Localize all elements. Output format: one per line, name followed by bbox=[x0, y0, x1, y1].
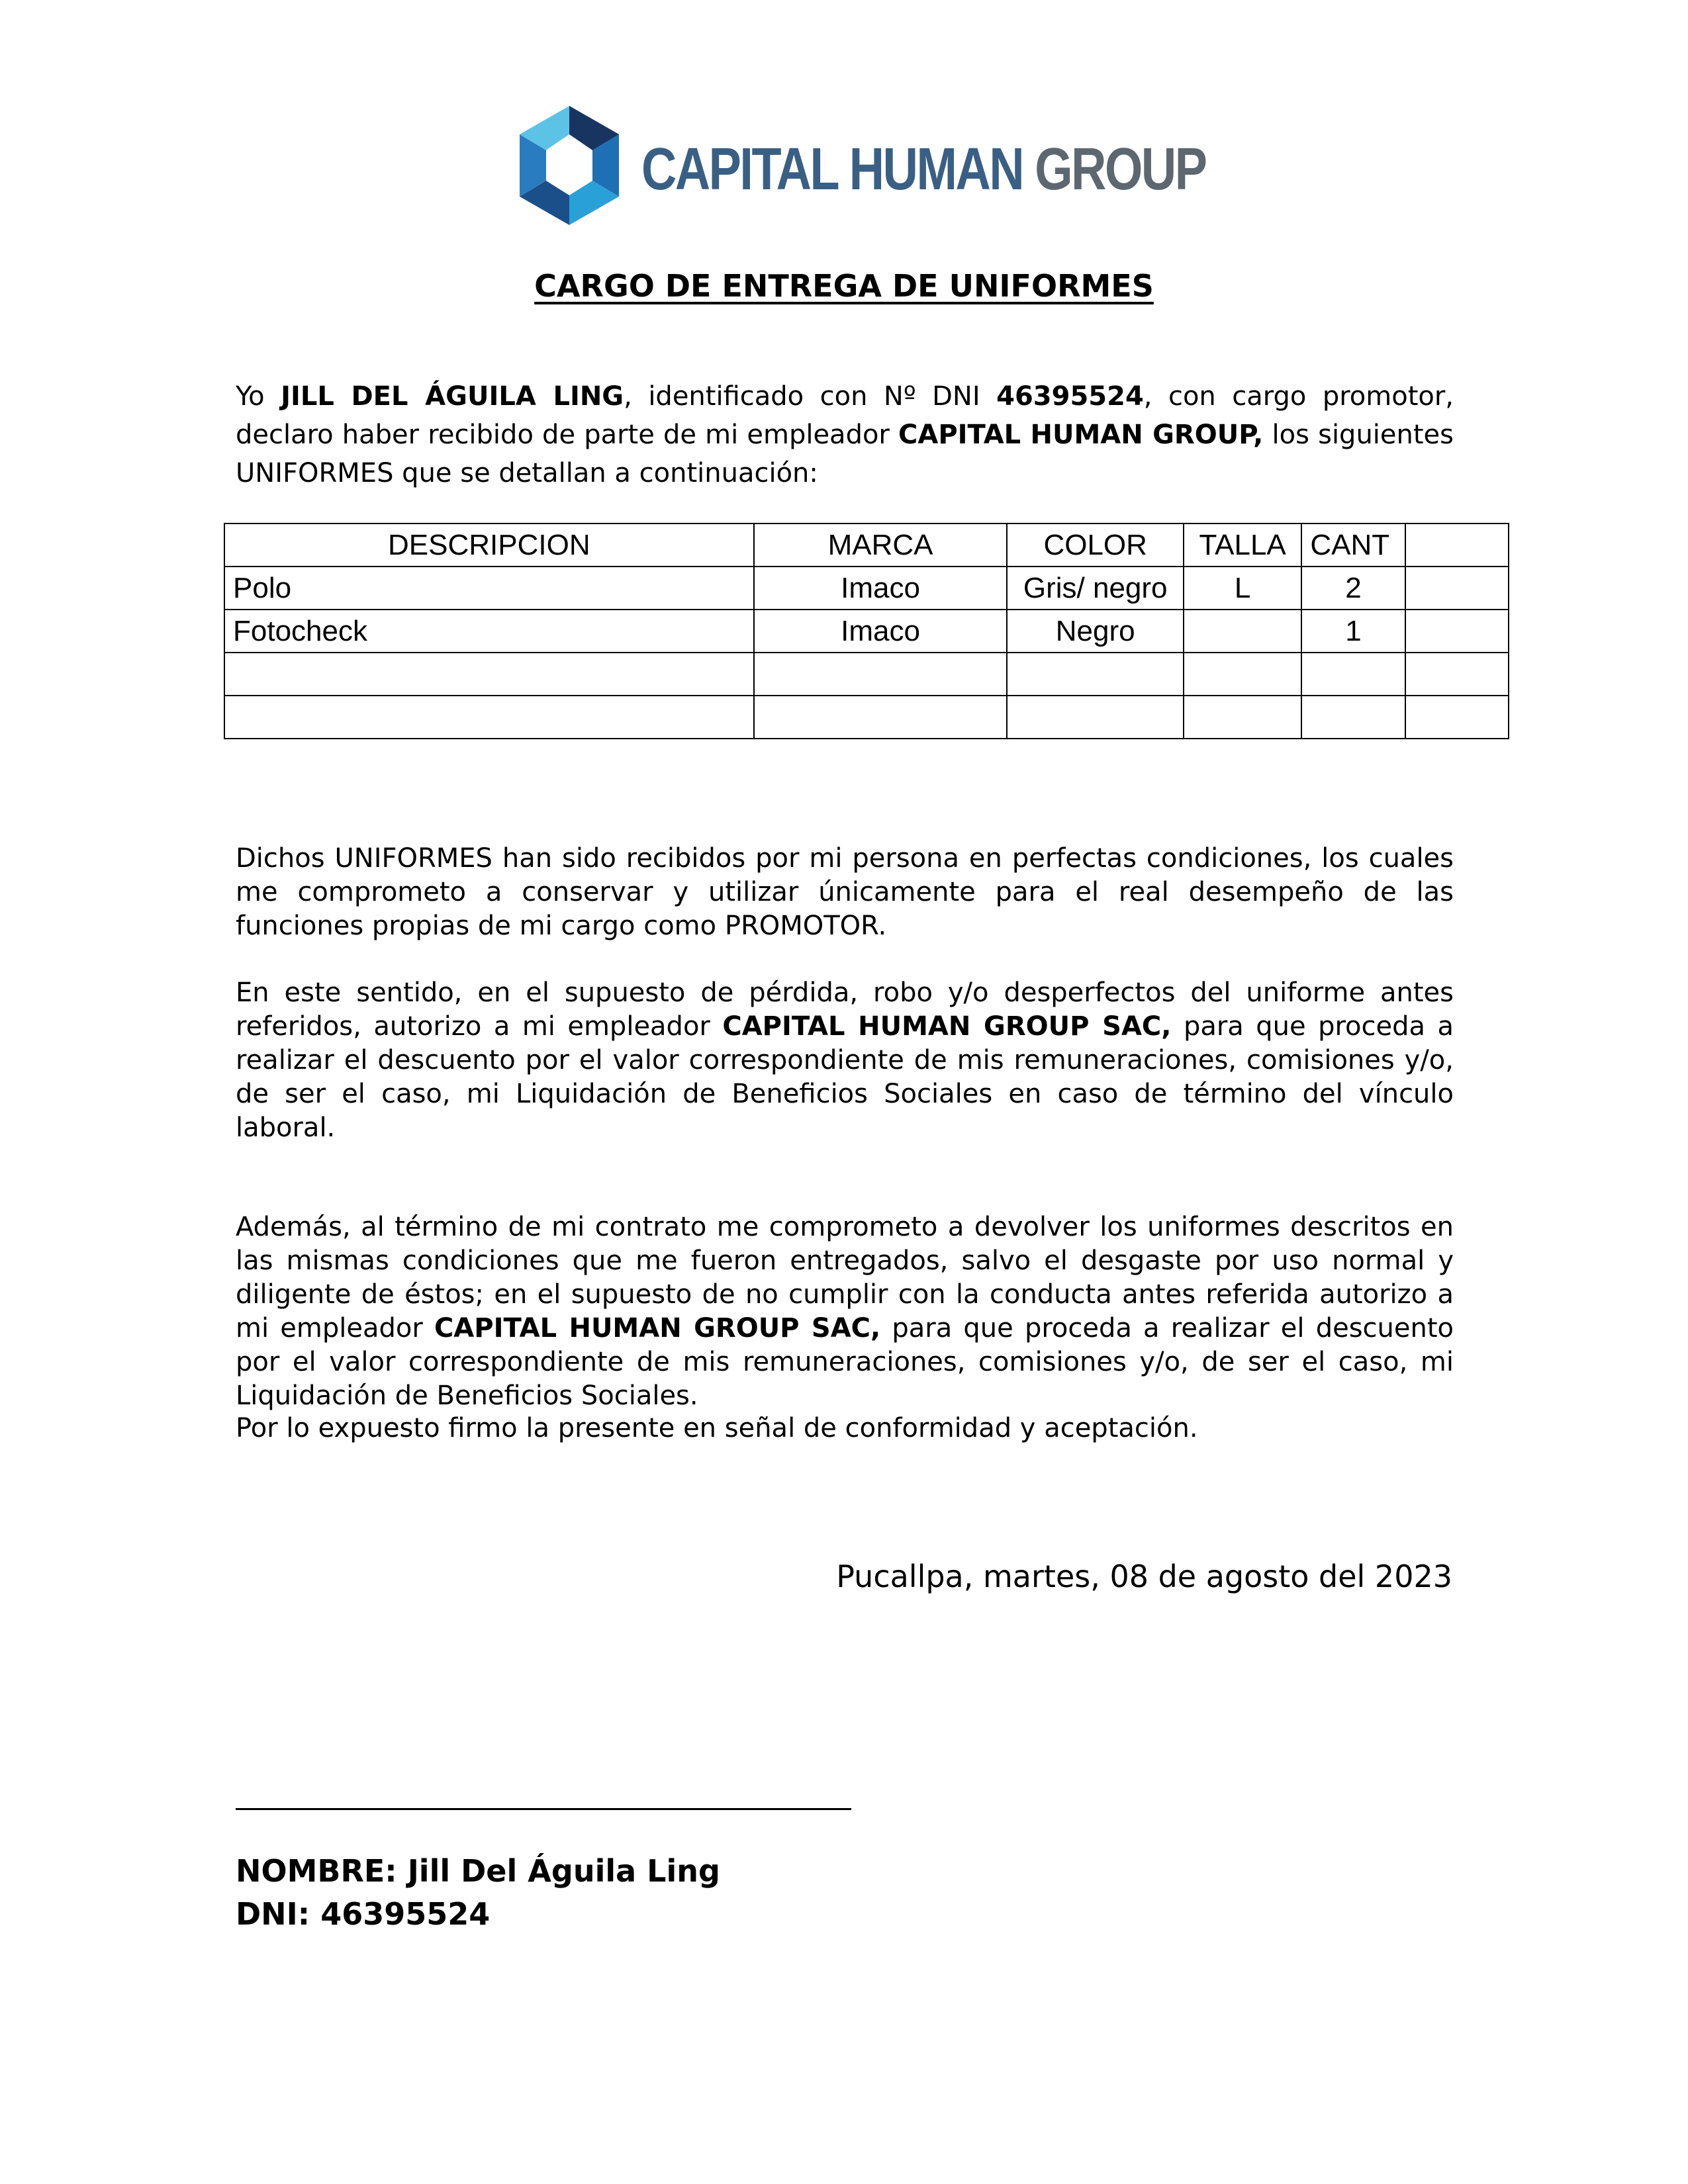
hexagon-logo-icon bbox=[513, 103, 626, 228]
signature-line bbox=[236, 1808, 851, 1810]
closing-paragraph: Por lo expuesto firmo la presente en señal de conformidad y aceptación. bbox=[236, 1413, 1198, 1443]
loss-authorization-paragraph: En este sentido, en el supuesto de pérdida, robo y/o desperfectos del uniforme antes referidos, autorizo a mi empleador CAPITAL HUMAN GROUP SAC, para que proceda a realizar el descuento por el valor correspondiente de mis remuneraciones, comisiones y/o, de ser el caso, mi Liquidación de Beneficios Sociales en caso de término del vínculo laboral. bbox=[236, 978, 1454, 1143]
cell-marca bbox=[754, 653, 1008, 696]
cell-descripcion: Polo bbox=[224, 567, 754, 610]
cell-extra bbox=[1405, 653, 1509, 696]
cell-descripcion bbox=[224, 653, 754, 696]
cell-extra bbox=[1405, 567, 1509, 610]
header-marca: MARCA bbox=[754, 523, 1008, 567]
cell-extra bbox=[1405, 610, 1509, 653]
cell-talla bbox=[1184, 610, 1301, 653]
cell-descripcion: Fotocheck bbox=[224, 610, 754, 653]
table-row bbox=[224, 696, 1509, 739]
employee-dni: 46395524 bbox=[996, 381, 1144, 412]
cell-marca: Imaco bbox=[754, 567, 1008, 610]
header-color: COLOR bbox=[1007, 523, 1184, 567]
cell-descripcion bbox=[224, 696, 754, 739]
place-date: Pucallpa, martes, 08 de agosto del 2023 bbox=[836, 1559, 1452, 1594]
table-row bbox=[224, 610, 1509, 653]
uniforms-table bbox=[224, 523, 1509, 739]
company-logo bbox=[513, 103, 1206, 228]
table-header-row bbox=[224, 523, 1509, 567]
cell-cant bbox=[1301, 696, 1405, 739]
cell-talla: L bbox=[1184, 567, 1301, 610]
cell-marca bbox=[754, 696, 1008, 739]
cell-color bbox=[1007, 653, 1184, 696]
cell-extra bbox=[1405, 696, 1509, 739]
company-name: CAPITAL HUMAN GROUP SAC, bbox=[722, 1011, 1172, 1042]
cell-talla bbox=[1184, 696, 1301, 739]
cell-color: Negro bbox=[1007, 610, 1184, 653]
header-extra bbox=[1405, 523, 1509, 567]
return-paragraph: Además, al término de mi contrato me comprometo a devolver los uniformes descritos en las mismas condiciones que me fueron entregados, salvo el desgaste por uso normal y diligente de éstos; en el supuesto de no cumplir con la conducta antes referida autorizo a mi empleador CAPITAL HUMAN GROUP SAC, para que proceda a realizar el descuento por el valor correspondiente de mis remuneraciones, comisiones y/o, de ser el caso, mi Liquidación de Beneficios Sociales. bbox=[236, 1212, 1454, 1411]
document-title: CARGO DE ENTREGA DE UNIFORMES bbox=[534, 268, 1154, 304]
intro-paragraph: Yo JILL DEL ÁGUILA LING, identificado con Nº DNI 46395524, con cargo promotor, declaro haber recibido de parte de mi empleador CAPITAL HUMAN GROUP, los siguientes UNIFORMES que se detallan a continuación: bbox=[236, 381, 1454, 488]
employer-name: CAPITAL HUMAN GROUP, bbox=[898, 420, 1264, 450]
table-row bbox=[224, 567, 1509, 610]
employee-name: JILL DEL ÁGUILA LING bbox=[281, 381, 624, 412]
header-talla: TALLA bbox=[1184, 523, 1301, 567]
signature-name: NOMBRE: Jill Del Águila Ling bbox=[236, 1853, 720, 1889]
header-descripcion: DESCRIPCION bbox=[224, 523, 754, 567]
cell-color bbox=[1007, 696, 1184, 739]
cell-marca: Imaco bbox=[754, 610, 1008, 653]
cell-talla bbox=[1184, 653, 1301, 696]
conditions-paragraph: Dichos UNIFORMES han sido recibidos por mi persona en perfectas condiciones, los cuales me comprometo a conservar y utilizar únicamente para el real desempeño de las funciones propias de mi cargo como PROMOTOR. bbox=[236, 843, 1454, 941]
cell-cant: 2 bbox=[1301, 567, 1405, 610]
signature-dni: DNI: 46395524 bbox=[236, 1896, 491, 1932]
table-row bbox=[224, 653, 1509, 696]
cell-cant bbox=[1301, 653, 1405, 696]
header-cant: CANT bbox=[1301, 523, 1405, 567]
company-name: CAPITAL HUMAN GROUP SAC, bbox=[434, 1313, 881, 1343]
cell-color: Gris/ negro bbox=[1007, 567, 1184, 610]
cell-cant: 1 bbox=[1301, 610, 1405, 653]
logo-wordmark: CAPITAL HUMAN GROUP bbox=[641, 136, 1206, 203]
